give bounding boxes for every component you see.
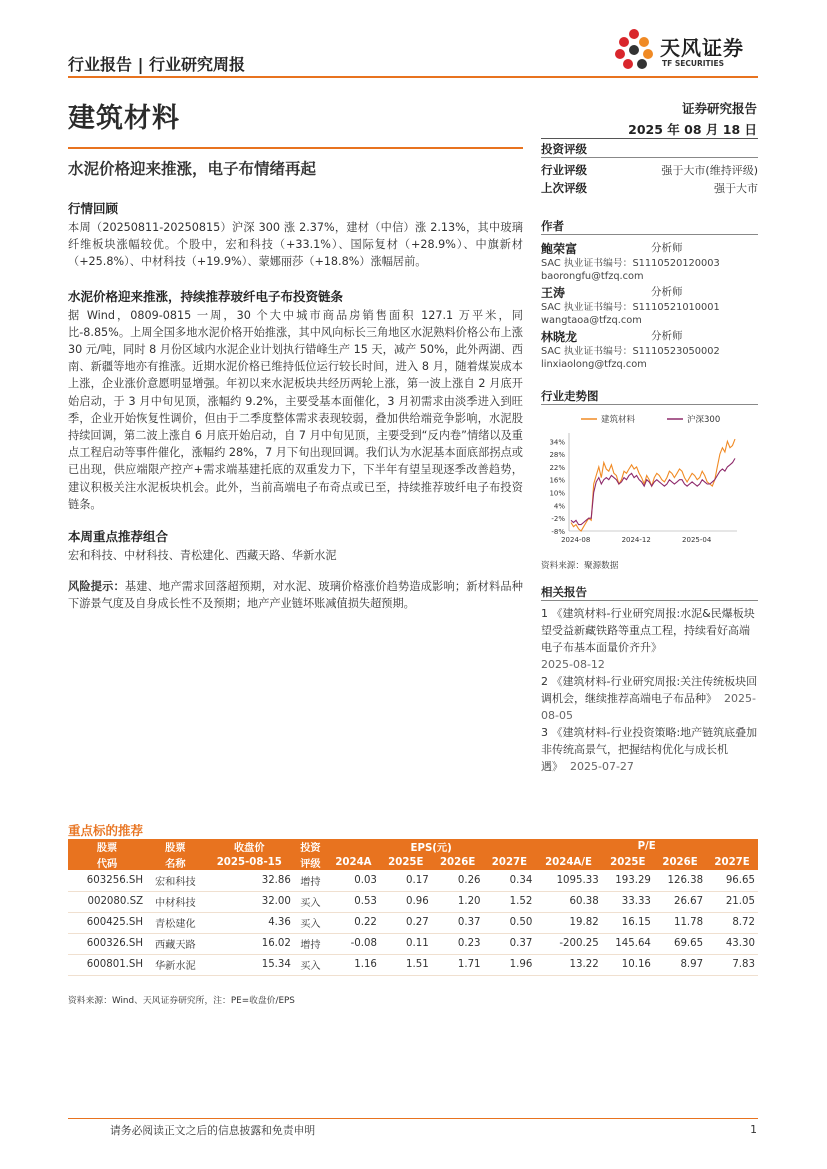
table-cell: 0.27: [380, 912, 432, 933]
logo-text-en: TF SECURITIES: [662, 59, 724, 68]
right-divider: [541, 138, 758, 139]
y-tick-label: 28%: [549, 451, 565, 460]
table-cell: 96.65: [706, 870, 758, 891]
table-row: [68, 891, 758, 912]
footer-disclaimer: 请务必阅读正文之后的信息披露和免责申明: [110, 1124, 316, 1137]
author-name: 林晓龙: [541, 330, 578, 344]
table-cell: 145.64: [602, 933, 654, 954]
sector-title: 建筑材料: [68, 103, 180, 134]
author-role: 分析师: [651, 242, 683, 254]
legend-label: 建筑材料: [601, 415, 636, 425]
column-group-header: EPS(元): [327, 839, 535, 855]
divider: [541, 404, 758, 405]
table-cell: 买入: [294, 954, 327, 975]
report-date: 2025 年 08 月 18 日: [628, 122, 757, 137]
table-cell: 8.97: [654, 954, 706, 975]
table-cell: 增持: [294, 870, 327, 891]
related-report-item[interactable]: [541, 724, 758, 775]
table-cell: 1.16: [327, 954, 380, 975]
stock-table-title: 重点标的推荐: [68, 823, 144, 838]
table-row: [68, 954, 758, 975]
table-cell: 1.51: [380, 954, 432, 975]
related-report-text[interactable]: 2 《建筑材料-行业研究周报:关注传统板块回调机会，继续推荐高端电子布品种》: [541, 675, 758, 705]
rating-row: [541, 162, 758, 180]
y-tick-label: 10%: [549, 489, 565, 498]
table-cell: 21.05: [706, 891, 758, 912]
author-role: 分析师: [651, 286, 683, 298]
author-email[interactable]: linxiaolong@tfzq.com: [541, 359, 647, 370]
table-cell: 16.15: [602, 912, 654, 933]
related-report-date: 2025-08-12: [541, 658, 605, 671]
column-header: 评级: [294, 855, 327, 871]
tf-securities-logo: [612, 26, 762, 72]
related-report-item[interactable]: [541, 673, 758, 724]
table-cell: 增持: [294, 933, 327, 954]
stock-name-cell: 华新水泥: [146, 954, 205, 975]
table-header-row: [68, 855, 758, 871]
table-cell: 193.29: [602, 870, 654, 891]
table-row: [68, 912, 758, 933]
series-line: [571, 458, 735, 524]
y-tick-label: 16%: [549, 476, 565, 485]
related-report-text[interactable]: 1 《建筑材料-行业研究周报:水泥&民爆板块望受益新藏铁路等重点工程，持续看好高端电子布基本面量价齐升》: [541, 607, 755, 654]
table-cell: 0.17: [380, 870, 432, 891]
author-name: 鲍荣富: [541, 242, 578, 256]
author-cert: SAC 执业证书编号：S1110523050002: [541, 346, 720, 357]
table-cell: 0.23: [432, 933, 484, 954]
section-body: 宏和科技、中材科技、青松建化、西藏天路、华新水泥: [68, 549, 337, 563]
column-header: 股票: [146, 839, 205, 855]
y-tick-label: -8%: [551, 528, 565, 536]
stock-code-cell: 600326.SH: [68, 933, 146, 954]
table-cell: 0.53: [327, 891, 380, 912]
table-cell: 0.37: [484, 933, 536, 954]
table-cell: 1.96: [484, 954, 536, 975]
table-cell: 0.37: [432, 912, 484, 933]
table-cell: 19.82: [535, 912, 601, 933]
table-cell: 0.11: [380, 933, 432, 954]
table-cell: 1.52: [484, 891, 536, 912]
stock-name-cell: 青松建化: [146, 912, 205, 933]
stock-code-cell: 600801.SH: [68, 954, 146, 975]
table-cell: 15.34: [205, 954, 294, 975]
table-cell: 0.96: [380, 891, 432, 912]
table-row: [68, 870, 758, 891]
table-cell: 33.33: [602, 891, 654, 912]
column-header: 2026E: [654, 855, 706, 871]
x-tick-label: 2025-04: [682, 536, 712, 544]
column-header: 股票: [68, 839, 146, 855]
trend-chart-title: 行业走势图: [541, 389, 599, 403]
table-cell: 1095.33: [535, 870, 601, 891]
table-cell: -200.25: [535, 933, 601, 954]
section-title: 本周重点推荐组合: [68, 529, 169, 545]
table-cell: 32.00: [205, 891, 294, 912]
related-reports: [541, 584, 758, 775]
table-cell: 0.34: [484, 870, 536, 891]
recommended-stocks-table: [68, 839, 758, 976]
left-divider: [68, 147, 523, 149]
author-email[interactable]: wangtaoa@tfzq.com: [541, 315, 642, 326]
related-report-date: 2025-07-27: [570, 760, 634, 773]
related-report-item[interactable]: [541, 605, 758, 673]
column-header: 2026E: [432, 855, 484, 871]
logo-mark-icon: [612, 26, 656, 72]
column-header: 投资: [294, 839, 327, 855]
author-block: [541, 284, 758, 328]
author-role: 分析师: [651, 330, 683, 342]
column-header: 收盘价: [205, 839, 294, 855]
table-cell: 7.83: [706, 954, 758, 975]
author-cert: SAC 执业证书编号：S1110521010001: [541, 302, 720, 313]
stock-code-cell: 600425.SH: [68, 912, 146, 933]
table-cell: 1.71: [432, 954, 484, 975]
column-header: 2027E: [706, 855, 758, 871]
author-block: [541, 328, 758, 372]
section-body: 据 Wind，0809-0815 一周，30 个大中城市商品房销售面积 127.1 万平米，同比-8.85%。上周全国多地水泥价格开始推涨，其中风向标长三角地区水泥熟料价格公布上涨 30 元/吨，同时 8 月份区域内水泥企业计划执行错峰生产 15 天，减产 50%，此外两湖、西南、新疆等地亦有推涨。近期水泥价格已维持低位运行较长时间，进入 8 月，随着煤炭成本上涨，企业涨价意愿明显增强。年初以来水泥板块共经历两轮上涨，第一波上涨自 2 月底开始启动，于 3 月中旬见顶，涨幅约 9.2%，主要受基本面催化，3 月初需求由淡季进入到旺季，企业开始恢复性调价，但由于二季度整体需求表现较弱，叠加供给端竞争影响，水泥股持续回调，第二波上涨自 6 月底开始启动，自 7 月中旬见顶，主要受到“反内卷”情绪以及重点工程启动等事件催化，涨幅约 28%，7 月下旬出现回调。我们认为水泥基本面底部拐点或已出现，供应端限产控产+需求端基建托底的双重发力下，下半年有望呈现逐季改善趋势，建议积极关注水泥板块机会。此外，当前高端电子布奇点或已至，持续推荐玻纤电子布投资链条。: [68, 308, 523, 511]
table-cell: 69.65: [654, 933, 706, 954]
logo-text-cn: 天风证券: [660, 36, 744, 60]
column-header: 代码: [68, 855, 146, 871]
table-cell: 26.67: [654, 891, 706, 912]
related-report-date: 2025-08-05: [541, 692, 756, 722]
table-cell: 4.36: [205, 912, 294, 933]
header-divider: [68, 76, 758, 78]
table-cell: 60.38: [535, 891, 601, 912]
author-email[interactable]: baorongfu@tfzq.com: [541, 271, 644, 282]
column-group-header: P/E: [535, 839, 758, 855]
table-cell: 买入: [294, 891, 327, 912]
column-header: 2025E: [380, 855, 432, 871]
table-cell: 0.26: [432, 870, 484, 891]
rating-key: 上次评级: [541, 181, 587, 195]
table-cell: 0.50: [484, 912, 536, 933]
related-title: 相关报告: [541, 585, 587, 599]
table-cell: -0.08: [327, 933, 380, 954]
table-header-row: [68, 839, 758, 855]
divider: [541, 234, 758, 235]
table-cell: 32.86: [205, 870, 294, 891]
page-number: 1: [750, 1123, 757, 1136]
column-header: 2025-08-15: [205, 855, 294, 871]
risk-warning: [68, 578, 523, 612]
divider: [541, 600, 758, 601]
chart-source: 资料来源：聚源数据: [541, 561, 619, 571]
x-tick-label: 2024-08: [561, 536, 591, 544]
rating-value: 强于大市(维持评级): [661, 164, 758, 177]
author-block: [541, 240, 758, 284]
industry-trend-chart: [541, 407, 758, 549]
sidebar: [541, 141, 758, 405]
authors-title: 作者: [541, 219, 564, 233]
section-title: 水泥价格迎来推涨，持续推荐玻纤电子布投资链条: [68, 288, 344, 304]
footer-divider: [68, 1118, 758, 1119]
author-cert: SAC 执业证书编号：S1110520120003: [541, 258, 720, 269]
author-name: 王涛: [541, 286, 566, 300]
rating-title: 投资评级: [541, 142, 587, 156]
report-headline: 水泥价格迎来推涨，电子布情绪再起: [68, 160, 317, 178]
column-header: 2024A/E: [535, 855, 601, 871]
divider: [541, 157, 758, 158]
table-cell: 13.22: [535, 954, 601, 975]
table-source: 资料来源：Wind、天风证券研究所，注：PE=收盘价/EPS: [68, 996, 295, 1006]
risk-text: 基建、地产需求回落超预期，对水泥、玻璃价格涨价趋势造成影响；新材料品种下游景气度及自身成长性不及预期；地产产业链坏账减值损失超预期。: [68, 580, 523, 611]
table-cell: 11.78: [654, 912, 706, 933]
rating-key: 行业评级: [541, 163, 587, 177]
y-tick-label: 4%: [553, 502, 565, 511]
main-content: [68, 199, 523, 613]
table-cell: 126.38: [654, 870, 706, 891]
stock-code-cell: 603256.SH: [68, 870, 146, 891]
stock-name-cell: 宏和科技: [146, 870, 205, 891]
report-category: 行业报告 | 行业研究周报: [68, 55, 245, 74]
risk-label: 风险提示：: [68, 580, 125, 594]
table-cell: 10.16: [602, 954, 654, 975]
section-title: 行情回顾: [68, 201, 119, 216]
table-cell: 0.03: [327, 870, 380, 891]
table-cell: 43.30: [706, 933, 758, 954]
rating-row: [541, 180, 758, 198]
y-tick-label: 34%: [549, 438, 565, 447]
report-type: 证券研究报告: [681, 101, 757, 116]
y-tick-label: 22%: [549, 463, 565, 472]
table-cell: 16.02: [205, 933, 294, 954]
stock-name-cell: 西藏天路: [146, 933, 205, 954]
legend-label: 沪深300: [687, 415, 721, 425]
column-header: 2025E: [602, 855, 654, 871]
table-cell: 8.72: [706, 912, 758, 933]
table-cell: 0.22: [327, 912, 380, 933]
stock-code-cell: 002080.SZ: [68, 891, 146, 912]
y-tick-label: -2%: [551, 515, 565, 524]
column-header: 2024A: [327, 855, 380, 871]
table-cell: 1.20: [432, 891, 484, 912]
stock-name-cell: 中材科技: [146, 891, 205, 912]
section-body: 本周（20250811-20250815）沪深 300 涨 2.37%，建材（中信）涨 2.13%，其中玻璃纤维板块涨幅较优。个股中，宏和科技（+33.1%）、国际复材（+28.9%）、中旗新材（+25.8%）、中材科技（+19.9%）、蒙娜丽莎（+18.8%）涨幅居前。: [68, 221, 523, 269]
related-report-text[interactable]: 3 《建筑材料-行业投资策略:地产链筑底叠加非传统高景气，把握结构优化与成长机遇》: [541, 726, 758, 773]
column-header: 2027E: [484, 855, 536, 871]
column-header: 名称: [146, 855, 205, 871]
x-tick-label: 2024-12: [621, 536, 651, 544]
table-row: [68, 933, 758, 954]
rating-value: 强于大市: [714, 182, 758, 195]
table-cell: 买入: [294, 912, 327, 933]
